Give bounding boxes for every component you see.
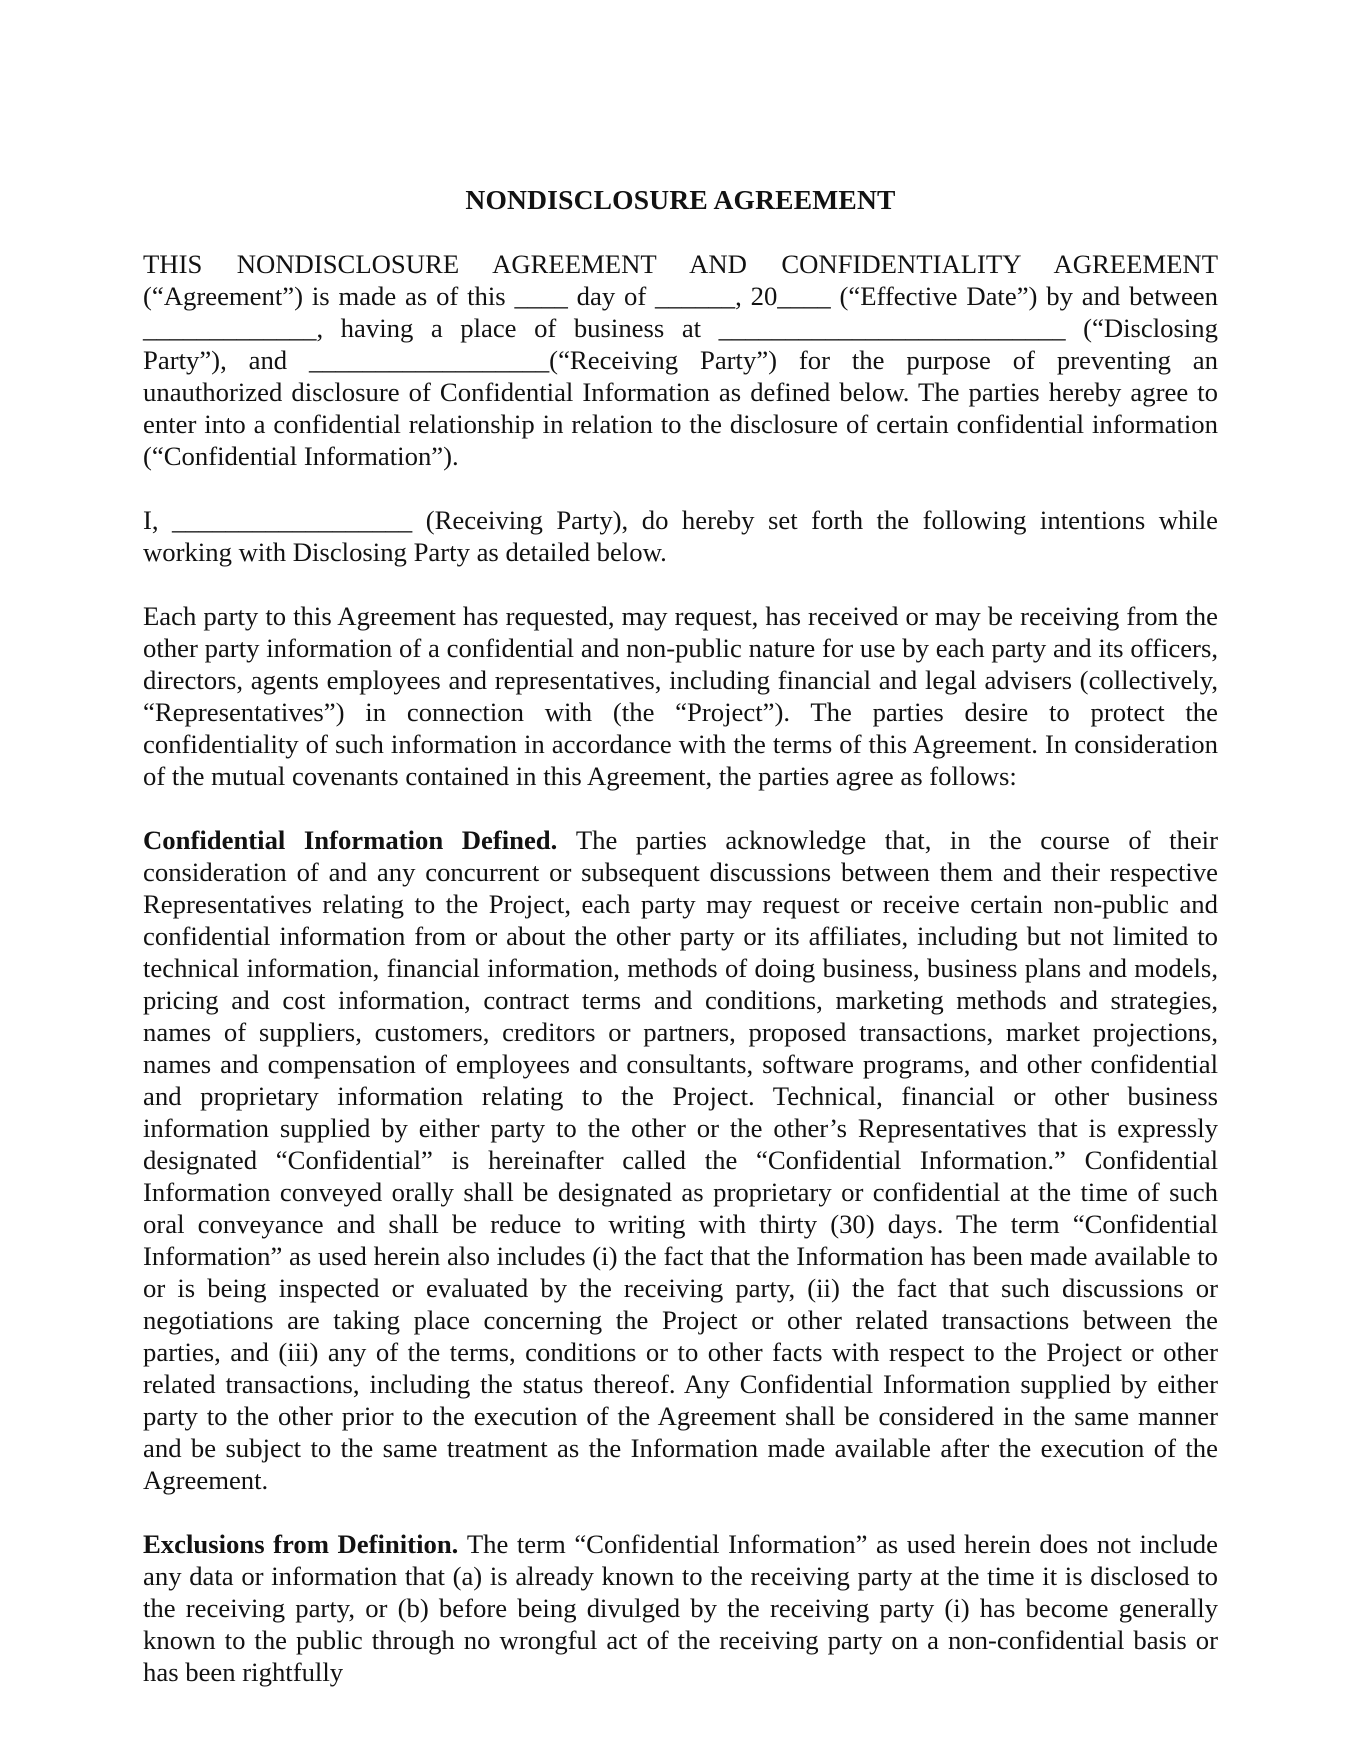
paragraph-lead: Exclusions from Definition. <box>143 1529 467 1559</box>
paragraph <box>143 504 1218 568</box>
paragraph-text: Each party to this Agreement has requested, may request, has received or may be receiving from the other party information of a confidential and non-public nature for use by each party and its officers, directors, agents employees and representatives, including financial and legal advisers (collectively, “Representatives”) in connection with (the “Project”). The parties desire to protect the confidentiality of such information in accordance with the terms of this Agreement. In consideration of the mutual covenants contained in this Agreement, the parties agree as follows: <box>143 601 1218 791</box>
document-title: NONDISCLOSURE AGREEMENT <box>465 184 896 215</box>
paragraph-text: I, __________________ (Receiving Party), do hereby set forth the following intentions while working with Disclosing Party as detailed below. <box>143 505 1218 567</box>
paragraph <box>143 600 1218 792</box>
paragraph <box>143 1528 1218 1688</box>
paragraph-text: The parties acknowledge that, in the course of their consideration of and any concurrent or subsequent discussions between them and their respective Representatives relating to the Project, each party may request or receive certain non-public and confidential information from or about the other party or its affiliates, including but not limited to technical information, financial information, methods of doing business, business plans and models, pricing and cost information, contract terms and conditions, marketing methods and strategies, names of suppliers, customers, creditors or partners, proposed transactions, market projections, names and compensation of employees and consultants, software programs, and other confidential and proprietary information relating to the Project. Technical, financial or other business information supplied by either party to the other or the other’s Representatives that is expressly designated “Confidential” is hereinafter called the “Confidential Information.” Confidential Information conveyed orally shall be designated as proprietary or confidential at the time of such oral conveyance and shall be reduce to writing with thirty (30) days. The term “Confidential Information” as used herein also includes (i) the fact that the Information has been made available to or is being inspected or evaluated by the receiving party, (ii) the fact that such discussions or negotiations are taking place concerning the Project or other related transactions between the parties, and (iii) any of the terms, conditions or to other facts with respect to the Project or other related transactions, including the status thereof. Any Confidential Information supplied by either party to the other prior to the execution of the Agreement shall be considered in the same manner and be subject to the same treatment as the Information made available after the execution of the Agreement. <box>143 825 1218 1495</box>
paragraph-lead: Confidential Information Defined. <box>143 825 576 855</box>
paragraph-text: The term “Confidential Information” as used herein does not include any data or information that (a) is already known to the receiving party at the time it is disclosed to the receiving party, or (b) before being divulged by the receiving party (i) has become generally known to the public through no wrongful act of the receiving party on a non-confidential basis or has been rightfully <box>143 1529 1219 1687</box>
paragraph <box>143 248 1218 472</box>
paragraph <box>143 824 1218 1496</box>
paragraph-text: THIS NONDISCLOSURE AGREEMENT AND CONFIDENTIALITY AGREEMENT (“Agreement”) is made as of this ____ day of ______, 20____ (“Effective Date”) by and between _____________, having a place of business at __________________________ (“Disclosing Party”), and __________________(“Receiving Party”) for the purpose of preventing an unauthorized disclosure of Confidential Information as defined below. The parties hereby agree to enter into a confidential relationship in relation to the disclosure of certain confidential information (“Confidential Information”). <box>143 249 1218 471</box>
